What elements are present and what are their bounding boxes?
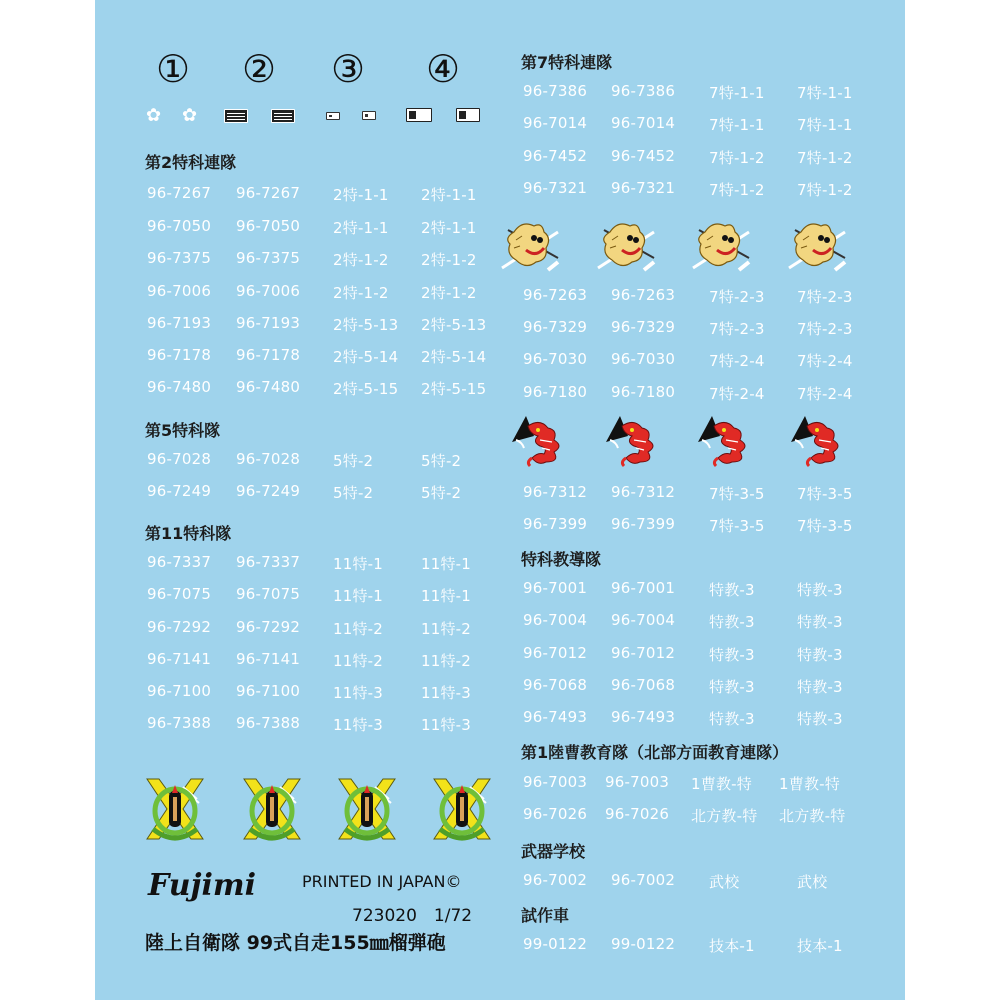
decal-code: 7特-1-2	[709, 181, 765, 199]
unit-emblem-icon	[434, 779, 490, 839]
decal-number: 96-7329	[611, 318, 676, 336]
dragon-emblem-icon	[791, 416, 838, 466]
decal-number: 96-7321	[611, 179, 676, 197]
product-title: 陸上自衛隊 99式自走155㎜榴弾砲	[145, 932, 446, 954]
decal-code: 武校	[709, 873, 740, 891]
decal-number: 96-7480	[147, 378, 212, 396]
decal-code: 7特-1-1	[797, 84, 853, 102]
dragon-emblem-icon	[698, 416, 745, 466]
decal-code: 5特-2	[421, 484, 462, 502]
decal-number: 96-7249	[147, 482, 212, 500]
decal-number: 99-0122	[611, 935, 676, 953]
decal-number: 96-7263	[611, 286, 676, 304]
decal-number: 96-7375	[236, 249, 301, 267]
decal-number: 96-7003	[523, 773, 588, 791]
decal-number: 96-7141	[147, 650, 212, 668]
unit-emblem-icon	[339, 779, 395, 839]
decal-number: 96-7068	[611, 676, 676, 694]
decal-number: 96-7321	[523, 179, 588, 197]
unit-emblem-row	[145, 775, 495, 845]
lion-emblem-row	[498, 218, 858, 274]
decal-code: 特教-3	[797, 613, 843, 631]
decal-code: 7特-1-1	[709, 116, 765, 134]
decal-code: 特教-3	[797, 581, 843, 599]
decal-number: 96-7028	[236, 450, 301, 468]
section-title: 試作車	[521, 906, 570, 925]
decal-code: 11特-3	[421, 716, 472, 734]
decal-number: 96-7006	[147, 282, 212, 300]
decal-code: 7特-2-4	[797, 385, 853, 403]
decal-number: 96-7075	[147, 585, 212, 603]
marker-4: ④	[426, 47, 461, 91]
decal-code: 7特-1-1	[797, 116, 853, 134]
section-title: 特科教導隊	[521, 550, 602, 569]
decal-code: 技本-1	[797, 937, 843, 955]
decal-number: 96-7193	[147, 314, 212, 332]
decal-number: 96-7312	[611, 483, 676, 501]
decal-number: 96-7337	[147, 553, 212, 571]
decal-number: 96-7452	[523, 147, 588, 165]
decal-code: 11特-3	[333, 684, 384, 702]
decal-number: 96-7375	[147, 249, 212, 267]
decal-number: 96-7388	[147, 714, 212, 732]
decal-number: 96-7026	[523, 805, 588, 823]
decal-code: 北方教-特	[779, 807, 846, 825]
decal-code: 11特-1	[421, 555, 472, 573]
decal-code: 特教-3	[709, 678, 755, 696]
decal-number: 96-7028	[147, 450, 212, 468]
decal-code: 7特-3-5	[709, 517, 765, 535]
decal-code: 特教-3	[709, 581, 755, 599]
decal-number: 96-7480	[236, 378, 301, 396]
decal-code: 特教-3	[797, 710, 843, 728]
decal-code: 2特-1-2	[421, 284, 477, 302]
decal-code: 11特-2	[421, 652, 472, 670]
decal-number: 96-7178	[147, 346, 212, 364]
section-title: 第2特科連隊	[145, 153, 237, 172]
decal-code: 7特-2-4	[797, 352, 853, 370]
decal-number: 96-7141	[236, 650, 301, 668]
decal-number: 96-7050	[236, 217, 301, 235]
decal-number: 99-0122	[523, 935, 588, 953]
decal-code: 7特-3-5	[709, 485, 765, 503]
marker-2: ②	[242, 47, 277, 91]
decal-code: 2特-5-14	[421, 348, 487, 366]
decal-number: 96-7003	[605, 773, 670, 791]
decal-number: 96-7180	[523, 383, 588, 401]
lion-emblem-icon	[789, 224, 845, 270]
decal-number: 96-7030	[523, 350, 588, 368]
unit-emblem-icon	[244, 779, 300, 839]
decal-number: 96-7312	[523, 483, 588, 501]
decal-number: 96-7267	[147, 184, 212, 202]
plate-medium-icon	[406, 108, 432, 122]
decal-code: 1曹教-特	[691, 775, 752, 793]
plate-medium-icon	[456, 108, 480, 122]
decal-number: 96-7001	[611, 579, 676, 597]
decal-number: 96-7014	[523, 114, 588, 132]
decal-number: 96-7030	[611, 350, 676, 368]
decal-code: 2特-5-15	[333, 380, 399, 398]
star-icon: ✿	[146, 105, 162, 125]
decal-code: 7特-2-4	[709, 385, 765, 403]
decal-code: 7特-1-2	[797, 181, 853, 199]
decal-number: 96-7002	[611, 871, 676, 889]
decal-code: 7特-2-3	[709, 320, 765, 338]
decal-code: 武校	[797, 873, 828, 891]
decal-number: 96-7493	[523, 708, 588, 726]
decal-number: 96-7399	[523, 515, 588, 533]
lion-emblem-icon	[693, 224, 749, 270]
printed-note: PRINTED IN JAPAN©	[302, 872, 462, 891]
decal-number: 96-7006	[236, 282, 301, 300]
decal-number: 96-7386	[523, 82, 588, 100]
decal-code: 11特-3	[333, 716, 384, 734]
decal-code: 2特-1-2	[421, 251, 477, 269]
dragon-emblem-icon	[606, 416, 653, 466]
decal-code: 7特-1-1	[709, 84, 765, 102]
lion-emblem-icon	[502, 224, 558, 270]
decal-code: 2特-5-13	[333, 316, 399, 334]
decal-number: 96-7100	[236, 682, 301, 700]
decal-code: 技本-1	[709, 937, 755, 955]
plate-icon	[224, 109, 248, 123]
decal-number: 96-7100	[147, 682, 212, 700]
decal-code: 1曹教-特	[779, 775, 840, 793]
decal-number: 96-7075	[236, 585, 301, 603]
decal-number: 96-7493	[611, 708, 676, 726]
decal-number: 96-7014	[611, 114, 676, 132]
decal-code: 11特-2	[333, 652, 384, 670]
decal-number: 96-7193	[236, 314, 301, 332]
decal-code: 北方教-特	[691, 807, 758, 825]
decal-code: 2特-1-1	[421, 219, 477, 237]
brand-logo: Fujimi	[148, 868, 256, 903]
decal-number: 96-7001	[523, 579, 588, 597]
decal-code: 11特-1	[333, 587, 384, 605]
decal-number: 96-7329	[523, 318, 588, 336]
decal-number: 96-7292	[147, 618, 212, 636]
plate-icon	[271, 109, 295, 123]
decal-number: 96-7399	[611, 515, 676, 533]
decal-code: 7特-1-2	[709, 149, 765, 167]
decal-number: 96-7180	[611, 383, 676, 401]
star-icon: ✿	[182, 105, 198, 125]
decal-code: 特教-3	[797, 646, 843, 664]
decal-code: 2特-5-14	[333, 348, 399, 366]
decal-code: 7特-3-5	[797, 517, 853, 535]
decal-code: 特教-3	[709, 710, 755, 728]
decal-number: 96-7012	[611, 644, 676, 662]
decal-code: 7特-2-3	[709, 288, 765, 306]
dragon-emblem-icon	[512, 416, 559, 466]
decal-number: 96-7004	[611, 611, 676, 629]
decal-number: 96-7026	[605, 805, 670, 823]
decal-number: 96-7292	[236, 618, 301, 636]
decal-code: 11特-2	[421, 620, 472, 638]
decal-code: 7特-3-5	[797, 485, 853, 503]
product-code: 723020 1/72	[352, 906, 473, 926]
decal-number: 96-7012	[523, 644, 588, 662]
marker-1: ①	[156, 47, 191, 91]
section-title: 第1陸曹教育隊（北部方面教育連隊）	[521, 743, 789, 762]
lion-emblem-icon	[598, 224, 654, 270]
decal-number: 96-7004	[523, 611, 588, 629]
decal-code: 7特-2-3	[797, 320, 853, 338]
section-title: 武器学校	[521, 842, 586, 861]
dragon-emblem-row	[508, 412, 853, 468]
decal-number: 96-7452	[611, 147, 676, 165]
section-title: 第11特科隊	[145, 524, 232, 543]
decal-code: 特教-3	[797, 678, 843, 696]
decal-number: 96-7263	[523, 286, 588, 304]
section-title: 第7特科連隊	[521, 53, 613, 72]
decal-code: 7特-1-2	[797, 149, 853, 167]
marker-3: ③	[331, 47, 366, 91]
decal-code: 2特-1-1	[333, 186, 389, 204]
decal-number: 96-7267	[236, 184, 301, 202]
decal-code: 11特-3	[421, 684, 472, 702]
decal-code: 5特-2	[421, 452, 462, 470]
decal-code: 11特-2	[333, 620, 384, 638]
decal-number: 96-7249	[236, 482, 301, 500]
decal-code: 11特-1	[333, 555, 384, 573]
decal-number: 96-7178	[236, 346, 301, 364]
decal-number: 96-7386	[611, 82, 676, 100]
decal-code: 7特-2-3	[797, 288, 853, 306]
unit-emblem-icon	[147, 779, 203, 839]
decal-code: 7特-2-4	[709, 352, 765, 370]
decal-code: 2特-1-2	[333, 251, 389, 269]
decal-code: 5特-2	[333, 452, 374, 470]
decal-code: 5特-2	[333, 484, 374, 502]
decal-number: 96-7337	[236, 553, 301, 571]
decal-code: 2特-5-13	[421, 316, 487, 334]
decal-number: 96-7002	[523, 871, 588, 889]
decal-number: 96-7068	[523, 676, 588, 694]
decal-code: 2特-1-2	[333, 284, 389, 302]
decal-code: 2特-5-15	[421, 380, 487, 398]
decal-code: 2特-1-1	[421, 186, 477, 204]
section-title: 第5特科隊	[145, 421, 221, 440]
plate-small-icon	[362, 111, 376, 120]
decal-code: 11特-1	[421, 587, 472, 605]
plate-small-icon	[326, 112, 340, 120]
decal-number: 96-7388	[236, 714, 301, 732]
decal-code: 2特-1-1	[333, 219, 389, 237]
decal-code: 特教-3	[709, 646, 755, 664]
decal-number: 96-7050	[147, 217, 212, 235]
decal-code: 特教-3	[709, 613, 755, 631]
